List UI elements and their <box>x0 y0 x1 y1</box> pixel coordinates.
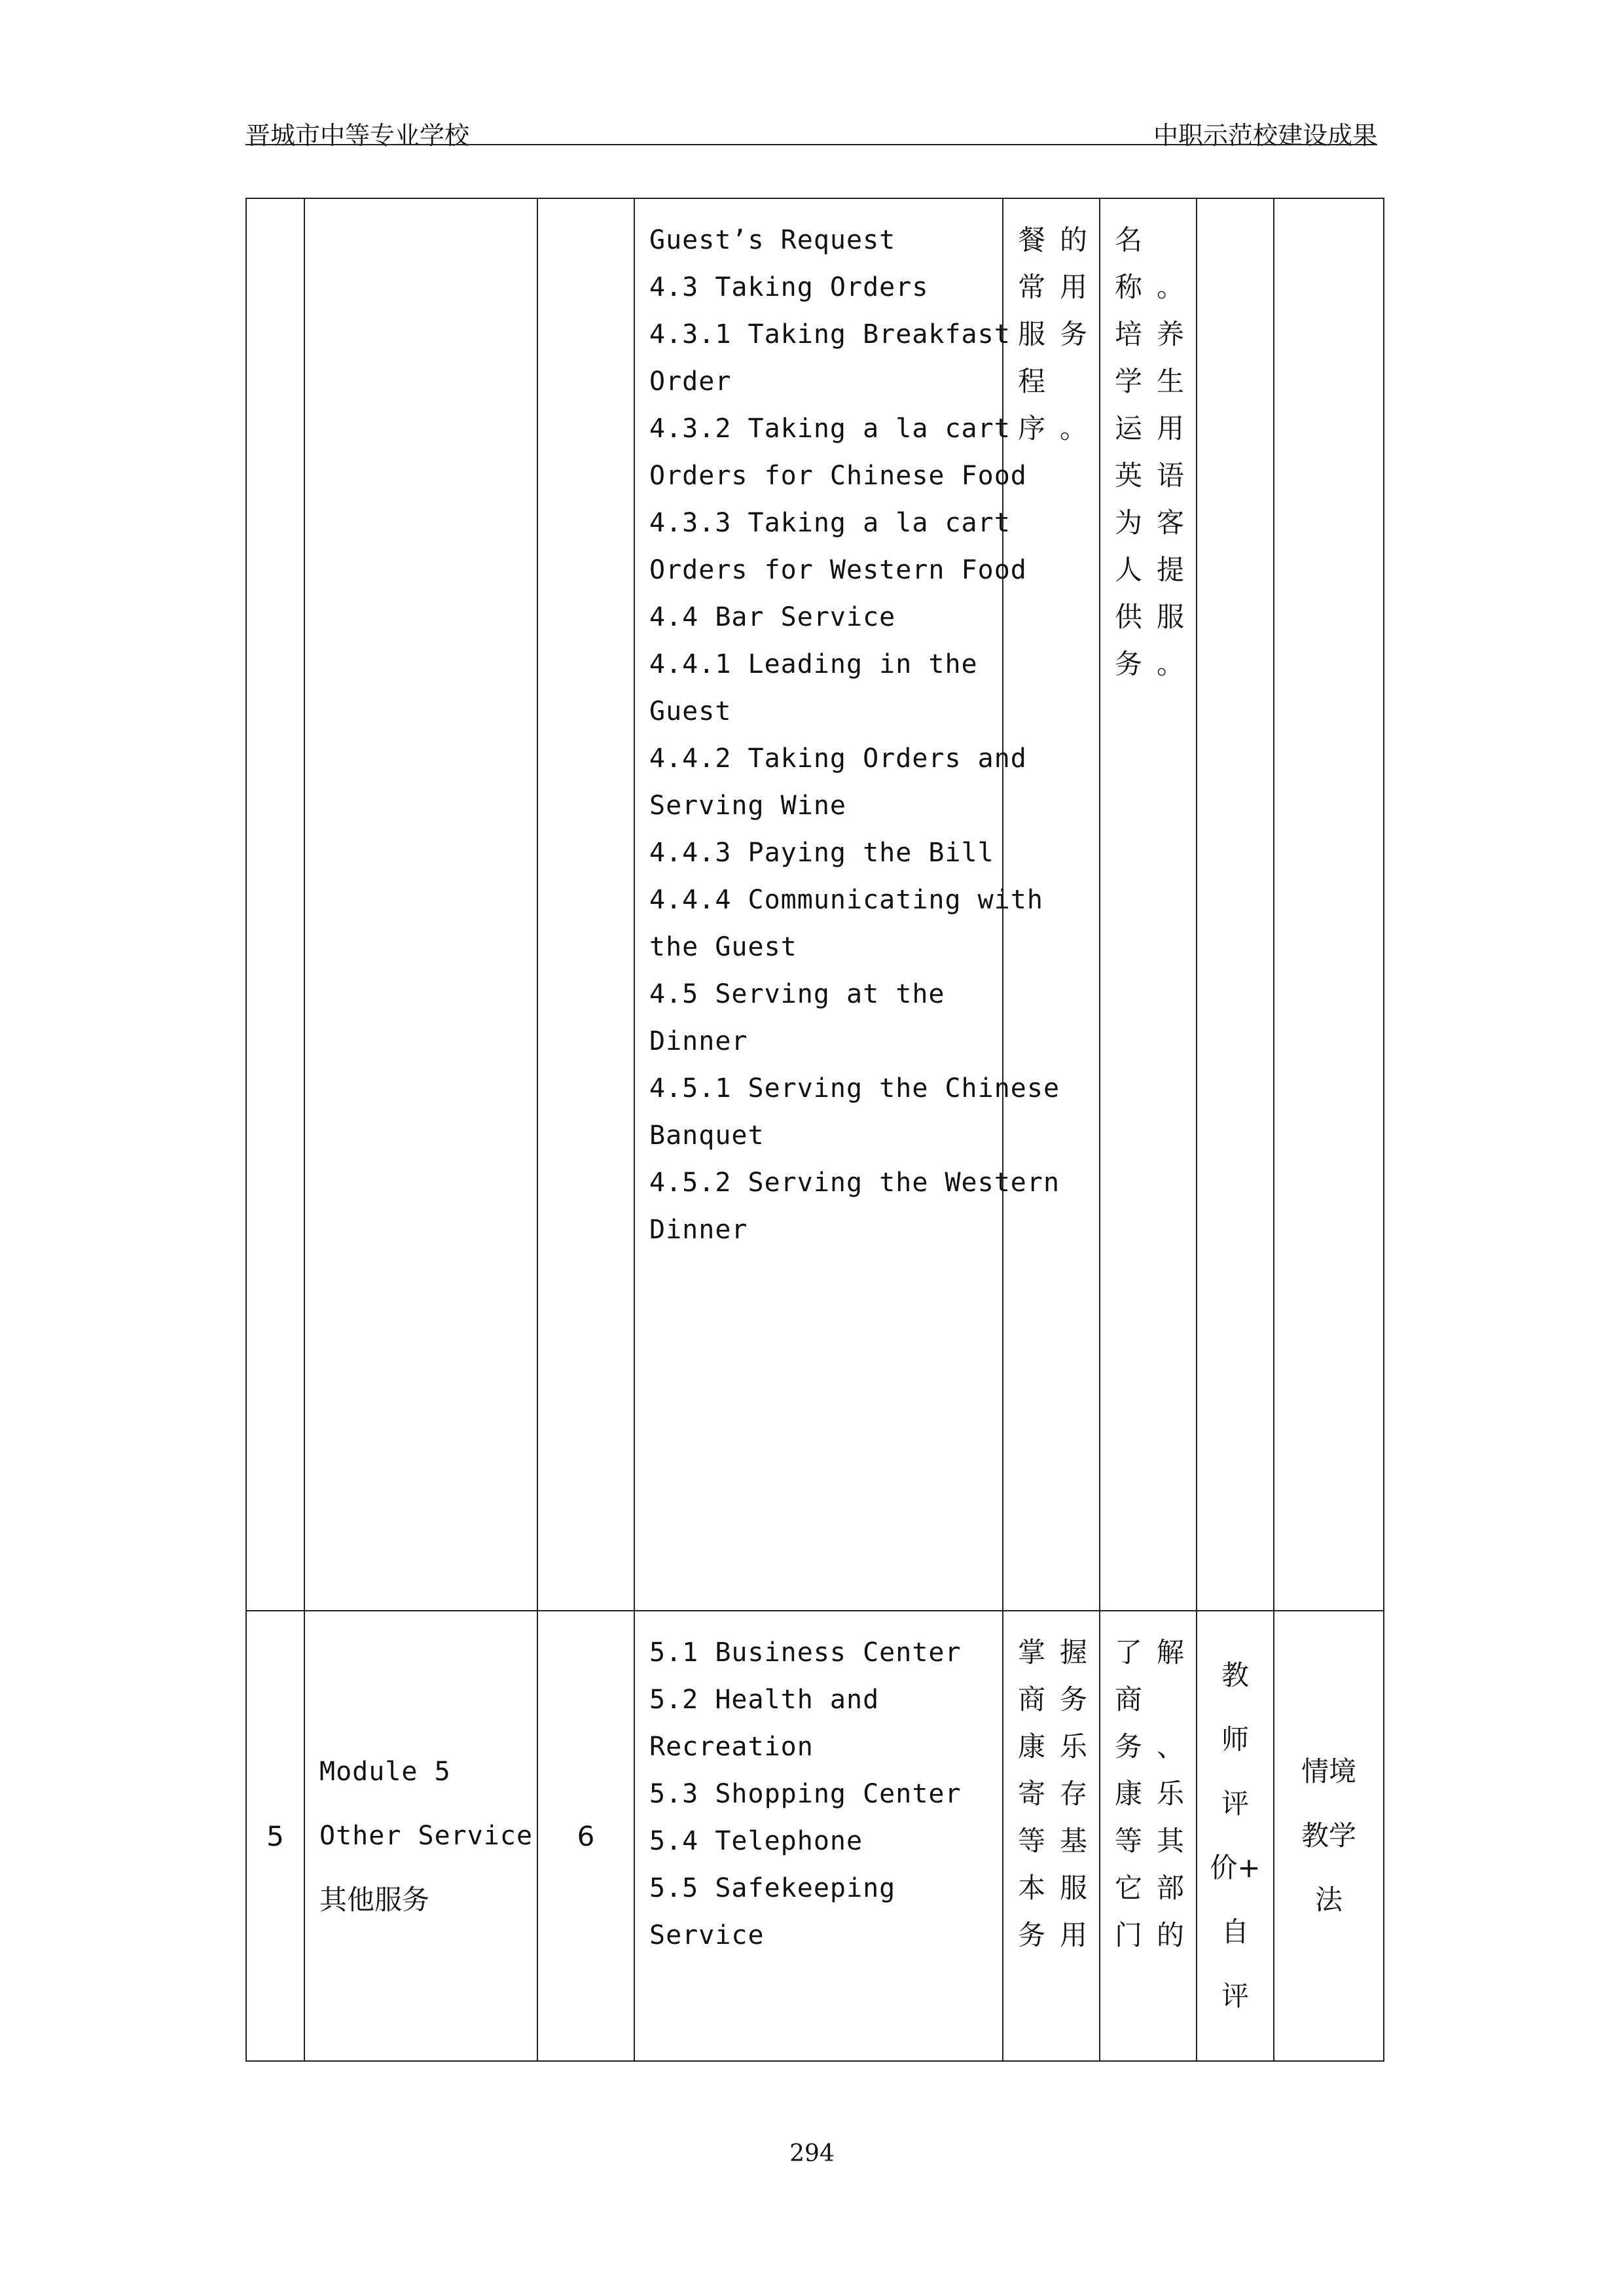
content-line: 5.1 Business Center <box>649 1638 962 1668</box>
content-line: Orders for Chinese Food <box>649 461 1027 491</box>
knowledge-line: 掌握 <box>1018 1636 1102 1668</box>
method-line: 教学 <box>1301 1820 1356 1852</box>
course-table <box>245 198 1384 2062</box>
ability-line: 务。 <box>1115 648 1199 680</box>
content-line: 4.3 Taking Orders <box>649 272 929 302</box>
evaluation-line: 师 <box>1221 1723 1249 1755</box>
module-line: Other Service <box>319 1821 533 1851</box>
ability-line: 它部 <box>1115 1872 1199 1904</box>
knowledge-line: 餐的 <box>1018 224 1102 256</box>
knowledge-line: 服务 <box>1018 318 1102 350</box>
content-line: Guest’s Request <box>649 225 896 255</box>
knowledge-line: 程 <box>1018 365 1060 397</box>
content-line: Guest <box>649 696 732 726</box>
cell-evaluation <box>1197 198 1274 1611</box>
knowledge-line: 序。 <box>1018 412 1102 444</box>
knowledge-line: 商务 <box>1018 1683 1102 1715</box>
ability-line: 培养 <box>1115 318 1199 350</box>
ability-line: 学生 <box>1115 365 1199 397</box>
ability-line: 为客 <box>1115 507 1199 539</box>
ability-line: 运用 <box>1115 412 1199 444</box>
knowledge-line: 本服 <box>1018 1872 1102 1904</box>
content-line: 4.5.2 Serving the Western <box>649 1168 1060 1198</box>
content-line: Dinner <box>649 1215 748 1245</box>
cell-method <box>1274 198 1384 1611</box>
module-number: 5 <box>266 1820 284 1852</box>
page-number: 294 <box>789 2140 835 2167</box>
content-line: 4.4.1 Leading in the <box>649 649 978 679</box>
content-line: 4.4.2 Taking Orders and <box>649 744 1027 774</box>
evaluation-line: 评 <box>1221 1787 1249 1820</box>
ability-line: 门的 <box>1115 1919 1199 1951</box>
content-line: 4.3.2 Taking a la cart <box>649 414 1011 444</box>
method-line: 法 <box>1314 1884 1343 1916</box>
table-row <box>246 198 1384 1611</box>
evaluation-line: 价+ <box>1210 1852 1261 1884</box>
cell-hours <box>537 198 634 1611</box>
ability-line: 英语 <box>1115 459 1199 492</box>
content-line: 4.5 Serving at the <box>649 979 945 1009</box>
content-line: Banquet <box>649 1121 765 1151</box>
content-line: 4.4 Bar Service <box>649 602 896 632</box>
class-hours: 6 <box>577 1820 595 1852</box>
content-line: 5.5 Safekeeping <box>649 1873 896 1903</box>
content-line: 5.3 Shopping Center <box>649 1779 962 1809</box>
cell-hours <box>537 1611 634 2061</box>
knowledge-line: 康乐 <box>1018 1731 1102 1763</box>
cell-ability <box>1100 1611 1197 2061</box>
method-line: 情境 <box>1301 1755 1356 1787</box>
cell-number <box>246 1611 304 2061</box>
ability-line: 等其 <box>1115 1825 1199 1857</box>
header-rule <box>245 144 1377 145</box>
ability-line: 供服 <box>1115 601 1199 633</box>
module-line: 其他服务 <box>319 1884 430 1916</box>
ability-line: 称。 <box>1115 271 1199 303</box>
knowledge-line: 常用 <box>1018 271 1102 303</box>
content-line: 4.4.4 Communicating with <box>649 885 1043 915</box>
content-line: Service <box>649 1920 765 1950</box>
header-school-name: 晋城市中等专业学校 <box>245 121 470 150</box>
ability-line: 商 <box>1115 1683 1157 1715</box>
ability-line: 人提 <box>1115 554 1199 586</box>
table-row <box>246 1611 1384 2061</box>
ability-line: 康乐 <box>1115 1778 1199 1810</box>
cell-knowledge <box>1003 1611 1100 2061</box>
knowledge-line: 寄存 <box>1018 1778 1102 1810</box>
cell-evaluation <box>1197 1611 1274 2061</box>
content-line: 5.4 Telephone <box>649 1826 863 1856</box>
cell-number <box>246 198 304 1611</box>
ability-line: 名 <box>1115 224 1157 256</box>
header-document-title: 中职示范校建设成果 <box>1153 121 1377 150</box>
knowledge-line: 等基 <box>1018 1825 1102 1857</box>
content-line: 4.3.3 Taking a la cart <box>649 508 1011 538</box>
content-line: the Guest <box>649 932 797 962</box>
content-line: 5.2 Health and <box>649 1685 880 1715</box>
knowledge-line: 务用 <box>1018 1919 1102 1951</box>
content-line: 4.4.3 Paying the Bill <box>649 838 994 868</box>
ability-line: 了解 <box>1115 1636 1199 1668</box>
ability-line: 务、 <box>1115 1731 1199 1763</box>
cell-ability <box>1100 198 1197 1611</box>
content-line: Order <box>649 367 732 397</box>
content-line: 4.5.1 Serving the Chinese <box>649 1073 1060 1103</box>
cell-content <box>634 1611 1003 2061</box>
content-line: 4.3.1 Taking Breakfast <box>649 319 1011 350</box>
evaluation-line: 评 <box>1221 1980 1249 2012</box>
evaluation-line: 自 <box>1221 1916 1249 1948</box>
content-line: Recreation <box>649 1732 814 1762</box>
content-line: Serving Wine <box>649 791 846 821</box>
page-header <box>245 115 1377 150</box>
evaluation-line: 教 <box>1221 1659 1249 1691</box>
cell-method <box>1274 1611 1384 2061</box>
module-line: Module 5 <box>319 1757 451 1787</box>
content-line: Orders for Western Food <box>649 555 1027 585</box>
cell-module <box>304 198 537 1611</box>
content-line: Dinner <box>649 1026 748 1056</box>
cell-module <box>304 1611 537 2061</box>
